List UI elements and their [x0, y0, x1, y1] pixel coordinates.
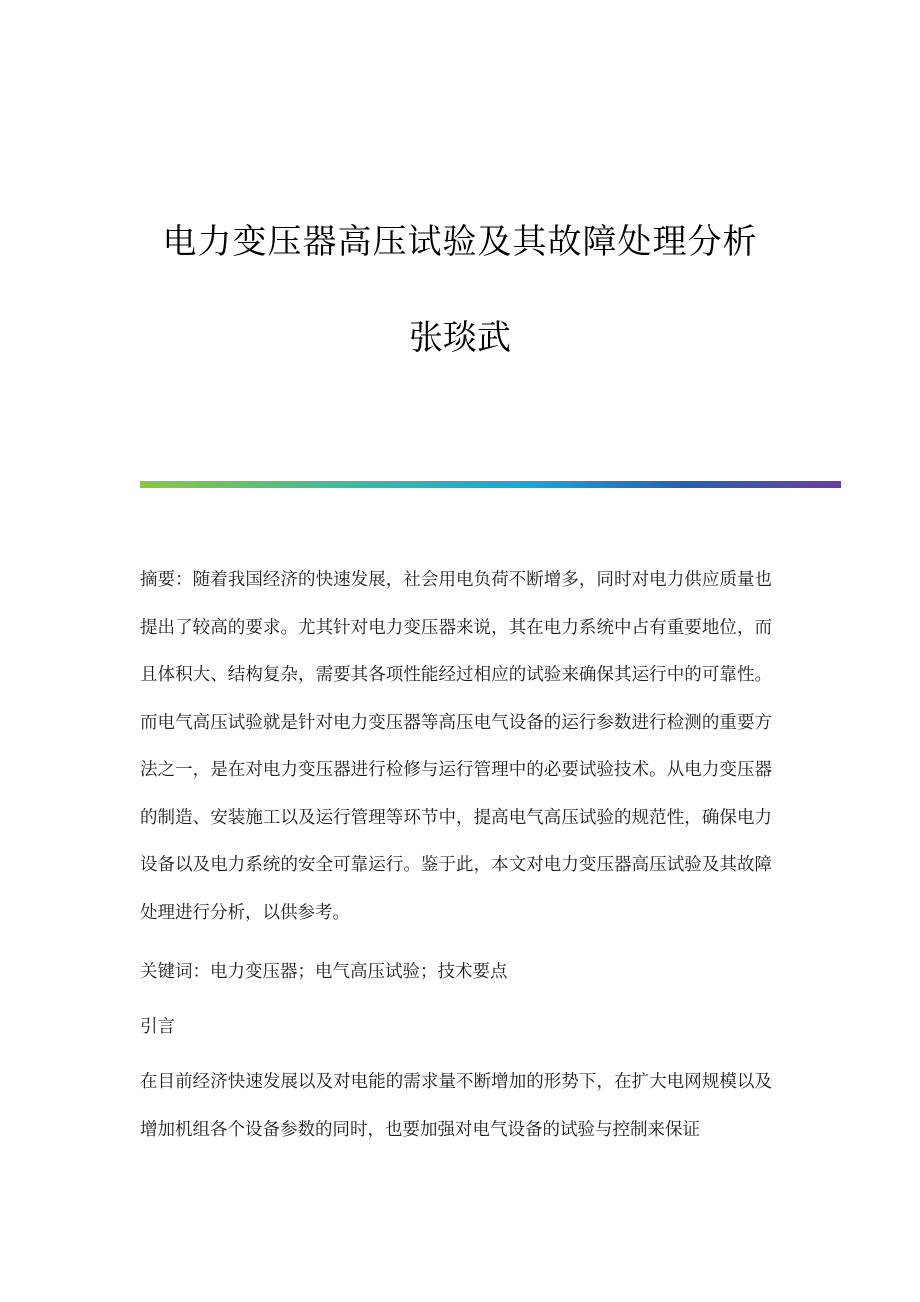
section-heading-introduction: 引言 [140, 1017, 175, 1037]
document-title: 电力变压器高压试验及其故障处理分析 [162, 222, 758, 262]
introduction-paragraph: 在目前经济快速发展以及对电能的需求量不断增加的形势下，在扩大电网规模以及增加机组各个设备参数的同时，也要加强对电气设备的试验与控制来保证 [140, 1072, 772, 1140]
author-name: 张琰武 [409, 318, 511, 358]
keywords-line: 关键词：电力变压器；电气高压试验；技术要点 [140, 962, 508, 982]
gradient-divider [140, 481, 841, 488]
abstract-paragraph: 摘要：随着我国经济的快速发展，社会用电负荷不断增多，同时对电力供应质量也提出了较高的要求。尤其针对电力变压器来说，其在电力系统中占有重要地位，而且体积大、结构复杂，需要其各项性能经过相应的试验来确保其运行中的可靠性。而电气高压试验就是针对电力变压器等高压电气设备的运行参数进行检测的重要方法之一，是在对电力变压器进行检修与运行管理中的必要试验技术。从电力变压器的制造、安装施工以及运行管理等环节中，提高电气高压试验的规范性，确保电力设备以及电力系统的安全可靠运行。鉴于此，本文对电力变压器高压试验及其故障处理进行分析，以供参考。 [140, 570, 772, 923]
